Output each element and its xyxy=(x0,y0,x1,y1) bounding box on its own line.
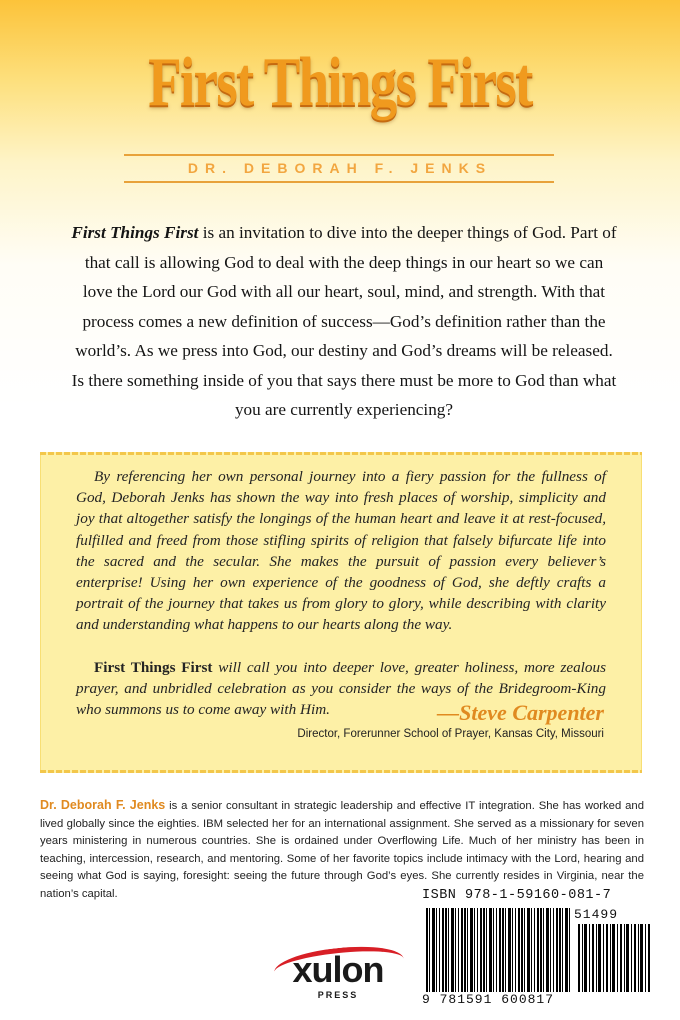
intro-blurb xyxy=(70,218,618,425)
logo-press-label: PRESS xyxy=(317,990,359,1000)
endorser-signature: —Steve Carpenter xyxy=(437,700,604,725)
publisher-logo xyxy=(268,950,408,1010)
barcode-digits: 9 781591 600817 xyxy=(422,992,555,1007)
endorsement-border-bottom xyxy=(40,770,642,773)
bio-author-name: Dr. Deborah F. Jenks xyxy=(40,798,166,812)
endorsement-book-title: First Things First xyxy=(94,659,213,676)
isbn-barcode xyxy=(422,888,658,1012)
endorsement-border-top xyxy=(40,452,642,455)
author-rule-bottom xyxy=(124,181,554,183)
isbn-number: ISBN 978-1-59160-081-7 xyxy=(422,888,612,903)
intro-text: is an invitation to dive into the deeper things of God. Part of that call is allowing God to deal with the deep things in our heart so we can love the Lord our God with all our heart, soul, mind, and strength. With that process comes a new definition of success—God’s definition rather than the world’s. As we press into God, our destiny and God’s dreams will be released. Is there something inside of you that says there must be more to God than what you are currently experiencing? xyxy=(71,223,617,419)
book-title: First Things First xyxy=(148,44,532,121)
barcode-bars-icon xyxy=(426,908,570,992)
author-name: DR. DEBORAH F. JENKS xyxy=(187,160,493,176)
endorsement-paragraph-1: By referencing her own personal journey into a fiery passion for the fullness of God, Deborah Jenks has shown the way into fresh places of worship, simplicity and joy that altogether satisfy the longings of the human heart and leave it at rest-focused, fulfilled and freed from those stifling spirits of religion that falsely bifurcate life into the sacred and the secular. She makes the pursuit of passion every believer’s enterprise! Using her own experience of the goodness of God, she deftly crafts a portrait of the journey that takes us from glory to glory, while describing with clarity and understanding what happens to our hearts along the way. xyxy=(76,468,606,634)
bio-text: is a senior consultant in strategic leadership and effective IT integration. She has worked and lived globally since the eighties. IBM selected her for an international assignment. She served as a missionary for seven years ministering in numerous countries. She is ordained under Overflowing Life. Much of her ministry has been in teaching, intercession, research, and mentoring. Some of her favorite topics include intimacy with the Lord, hearing and seeing what God is saying, foresight: seeing the future through God’s eyes. She currently resides in Virginia, near the nation’s capital. xyxy=(40,800,644,900)
barcode-addon-number: 51499 xyxy=(574,907,619,922)
logo-word: xulon xyxy=(292,949,384,990)
barcode-addon-bars-icon xyxy=(578,924,652,992)
endorser-title: Director, Forerunner School of Prayer, Kansas City, Missouri xyxy=(297,728,604,740)
author-rule-top xyxy=(124,154,554,156)
intro-book-title: First Things First xyxy=(71,223,199,242)
endorsement-paragraph-2-text: will call you into deeper love, greater holiness, more zealous prayer, and unbridled celebration as you consider the ways of the Bridegroom-King who summons us to come away with Him. xyxy=(76,659,607,719)
